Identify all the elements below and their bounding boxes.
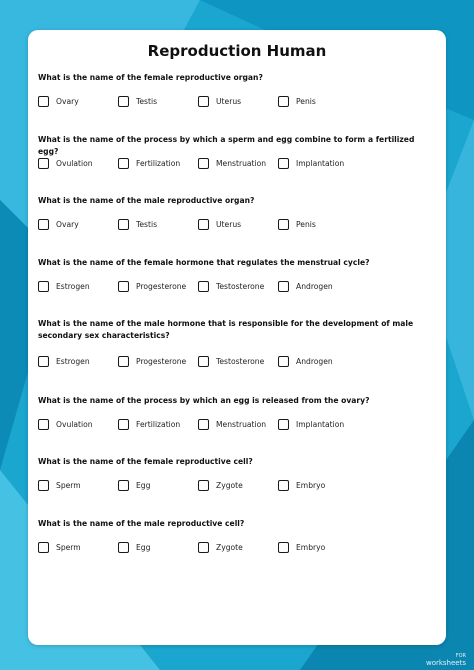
- checkbox[interactable]: [118, 480, 129, 491]
- worksheet-sheet: [28, 30, 446, 645]
- option-label: Ovulation: [56, 420, 93, 429]
- question-6-text: What is the name of the process by which an egg is released from the ovary?: [38, 396, 370, 405]
- option-label: Ovulation: [56, 159, 93, 168]
- checkbox[interactable]: [278, 542, 289, 553]
- question-2-option-2[interactable]: [118, 158, 180, 169]
- question-1-option-3[interactable]: [198, 96, 241, 107]
- checkbox[interactable]: [198, 281, 209, 292]
- question-2-option-3[interactable]: [198, 158, 266, 169]
- question-4-options: [38, 281, 434, 295]
- checkbox[interactable]: [38, 419, 49, 430]
- option-label: Estrogen: [56, 282, 90, 291]
- question-8-option-2[interactable]: [118, 542, 150, 553]
- checkbox[interactable]: [38, 281, 49, 292]
- checkbox[interactable]: [38, 356, 49, 367]
- question-6-options: [38, 419, 434, 433]
- question-7-option-4[interactable]: [278, 480, 325, 491]
- checkbox[interactable]: [198, 96, 209, 107]
- brand-top: FOR: [455, 653, 466, 659]
- option-label: Testis: [136, 220, 158, 229]
- option-label: Testosterone: [216, 357, 265, 366]
- checkbox[interactable]: [278, 96, 289, 107]
- question-7-option-2[interactable]: [118, 480, 150, 491]
- question-2-text: What is the name of the process by which a sperm and egg combine to form a fertilized egg?: [38, 135, 415, 156]
- brand-name: worksheets: [425, 659, 466, 667]
- option-label: Progesterone: [136, 282, 187, 291]
- checkbox[interactable]: [118, 281, 129, 292]
- checkbox[interactable]: [118, 542, 129, 553]
- checkbox[interactable]: [278, 480, 289, 491]
- option-label: Penis: [296, 220, 316, 229]
- question-6-option-3[interactable]: [198, 419, 266, 430]
- option-label: Androgen: [296, 282, 333, 291]
- option-label: Ovary: [56, 220, 79, 229]
- question-3-text: What is the name of the male reproductive organ?: [38, 196, 255, 205]
- option-label: Testosterone: [216, 282, 265, 291]
- question-6-option-1[interactable]: [38, 419, 93, 430]
- option-label: Embryo: [296, 543, 326, 552]
- question-4-text: What is the name of the female hormone that regulates the menstrual cycle?: [38, 258, 370, 267]
- question-3-options: [38, 219, 434, 233]
- option-label: Embryo: [296, 481, 326, 490]
- checkbox[interactable]: [38, 542, 49, 553]
- option-label: Egg: [136, 543, 151, 552]
- checkbox[interactable]: [38, 219, 49, 230]
- question-5-option-3[interactable]: [198, 356, 264, 367]
- option-label: Sperm: [56, 481, 81, 490]
- option-label: Menstruation: [216, 420, 267, 429]
- checkbox[interactable]: [38, 158, 49, 169]
- option-label: Implantation: [296, 420, 345, 429]
- question-6-option-2[interactable]: [118, 419, 180, 430]
- checkbox[interactable]: [198, 419, 209, 430]
- checkbox[interactable]: [278, 219, 289, 230]
- checkbox[interactable]: [118, 96, 129, 107]
- question-8-options: [38, 542, 434, 556]
- option-label: Fertilization: [136, 420, 181, 429]
- question-4-option-1[interactable]: [38, 281, 90, 292]
- checkbox[interactable]: [278, 356, 289, 367]
- option-label: Uterus: [216, 220, 242, 229]
- question-1-options: [38, 96, 434, 110]
- question-2-option-4[interactable]: [278, 158, 344, 169]
- question-3-option-4[interactable]: [278, 219, 316, 230]
- option-label: Zygote: [216, 543, 243, 552]
- checkbox[interactable]: [278, 419, 289, 430]
- option-label: Ovary: [56, 97, 79, 106]
- checkbox[interactable]: [118, 356, 129, 367]
- question-5-options: [38, 356, 434, 370]
- checkbox[interactable]: [198, 480, 209, 491]
- question-7-options: [38, 480, 434, 494]
- checkbox[interactable]: [38, 480, 49, 491]
- question-1-option-2[interactable]: [118, 96, 157, 107]
- option-label: Egg: [136, 481, 151, 490]
- option-label: Fertilization: [136, 159, 181, 168]
- option-label: Androgen: [296, 357, 333, 366]
- option-label: Implantation: [296, 159, 345, 168]
- option-label: Progesterone: [136, 357, 187, 366]
- question-7-option-3[interactable]: [198, 480, 243, 491]
- question-2-option-1[interactable]: [38, 158, 93, 169]
- checkbox[interactable]: [278, 158, 289, 169]
- question-3-option-3[interactable]: [198, 219, 241, 230]
- question-7-option-1[interactable]: [38, 480, 81, 491]
- question-4-option-2[interactable]: [118, 281, 186, 292]
- question-1-text: What is the name of the female reproductive organ?: [38, 73, 263, 82]
- question-3-option-2[interactable]: [118, 219, 157, 230]
- option-label: Testis: [136, 97, 158, 106]
- brand-watermark: [426, 653, 466, 667]
- checkbox[interactable]: [118, 419, 129, 430]
- checkbox[interactable]: [198, 219, 209, 230]
- question-4-option-4[interactable]: [278, 281, 333, 292]
- option-label: Estrogen: [56, 357, 90, 366]
- question-1-option-4[interactable]: [278, 96, 316, 107]
- checkbox[interactable]: [38, 96, 49, 107]
- option-label: Menstruation: [216, 159, 267, 168]
- option-label: Uterus: [216, 97, 242, 106]
- question-5-option-2[interactable]: [118, 356, 186, 367]
- question-8-option-1[interactable]: [38, 542, 81, 553]
- question-1-option-1[interactable]: [38, 96, 79, 107]
- question-6-option-4[interactable]: [278, 419, 344, 430]
- checkbox[interactable]: [198, 542, 209, 553]
- question-5-option-1[interactable]: [38, 356, 90, 367]
- checkbox[interactable]: [278, 281, 289, 292]
- question-5-option-4[interactable]: [278, 356, 333, 367]
- question-7-text: What is the name of the female reproductive cell?: [38, 457, 253, 466]
- question-2-options: [38, 158, 434, 172]
- checkbox[interactable]: [198, 158, 209, 169]
- question-4-option-3[interactable]: [198, 281, 264, 292]
- question-3-option-1[interactable]: [38, 219, 79, 230]
- worksheet-title: Reproduction Human: [147, 42, 327, 60]
- question-8-text: What is the name of the male reproductive cell?: [38, 519, 245, 528]
- option-label: Zygote: [216, 481, 243, 490]
- checkbox[interactable]: [198, 356, 209, 367]
- question-8-option-3[interactable]: [198, 542, 243, 553]
- option-label: Penis: [296, 97, 316, 106]
- checkbox[interactable]: [118, 158, 129, 169]
- question-8-option-4[interactable]: [278, 542, 325, 553]
- option-label: Sperm: [56, 543, 81, 552]
- checkbox[interactable]: [118, 219, 129, 230]
- question-5-text: What is the name of the male hormone that is responsible for the development of male secondary sex characteristics?: [38, 319, 414, 340]
